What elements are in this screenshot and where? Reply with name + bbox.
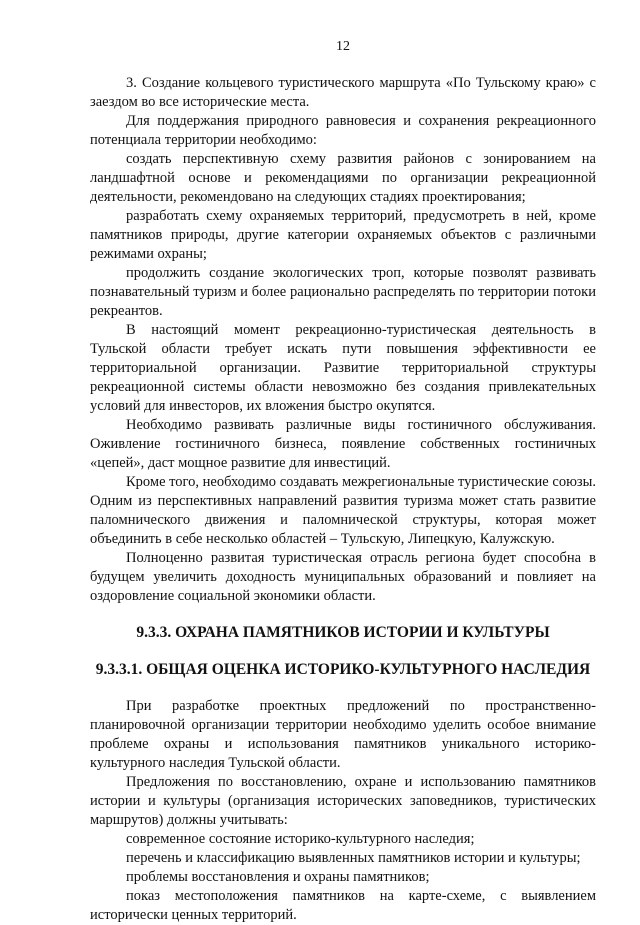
paragraph: Кроме того, необходимо создавать межрегиональные туристические союзы. Одним из перспективных направлений развития туризма может стать развитие паломнического движения и паломнической структуры, которая может объединить в себе несколько областей – Тульскую, Липецкую, Калужскую. (90, 474, 596, 547)
section-heading: 9.3.3. ОХРАНА ПАМЯТНИКОВ ИСТОРИИ И КУЛЬТУРЫ (136, 624, 550, 641)
paragraph: Для поддержания природного равновесия и сохранения рекреационного потенциала территории необходимо: (90, 113, 596, 148)
paragraph: Предложения по восстановлению, охране и использованию памятников истории и культуры (организация исторических заповедников, туристических маршрутов) должны учитывать: (90, 774, 596, 828)
paragraph: Необходимо развивать различные виды гостиничного обслуживания. Оживление гостиничного бизнеса, появление собственных гостиничных «цепей», даст мощное развитие для инвестиций. (90, 417, 596, 471)
paragraph: создать перспективную схему развития районов с зонированием на ландшафтной основе и рекомендациями по организации рекреационной деятельности, рекомендовано на следующих стадиях проектирования; (90, 151, 596, 205)
list-item: проблемы восстановления и охраны памятников; (126, 869, 430, 885)
paragraph: 3. Создание кольцевого туристического маршрута «По Тульскому краю» с заездом во все исторические места. (90, 75, 596, 110)
list-item: показ местоположения памятников на карте-схеме, с выявлением исторически ценных территорий. (90, 888, 596, 923)
paragraph: При разработке проектных предложений по пространственно-планировочной организации территории необходимо уделить особое внимание проблеме охраны и использования памятников уникального историко-культурного наследия Тульской области. (90, 698, 596, 771)
paragraph: разработать схему охраняемых территорий, предусмотреть в ней, кроме памятников природы, другие категории охраняемых объектов с различными режимами охраны; (90, 208, 596, 262)
page-number: 12 (336, 39, 350, 54)
list-item: современное состояние историко-культурного наследия; (126, 831, 475, 847)
paragraph: продолжить создание экологических троп, которые позволят развивать познавательный туризм и более рационально распределять по территории потоки рекреантов. (90, 265, 596, 319)
paragraph: В настоящий момент рекреационно-туристическая деятельность в Тульской области требует искать пути повышения эффективности ее территориальной организации. Развитие территориальной структуры рекреационной системы области невозможно без создания привлекательных условий для инвесторов, их вложения быстро окупятся. (90, 322, 596, 414)
list-item: перечень и классификацию выявленных памятников истории и культуры; (126, 850, 581, 866)
subsection-heading: 9.3.3.1. ОБЩАЯ ОЦЕНКА ИСТОРИКО-КУЛЬТУРНОГО НАСЛЕДИЯ (95, 661, 591, 678)
paragraph: Полноценно развитая туристическая отрасль региона будет способна в будущем увеличить доходность муниципальных образований и повлияет на оздоровление социальной экономики области. (90, 550, 596, 604)
